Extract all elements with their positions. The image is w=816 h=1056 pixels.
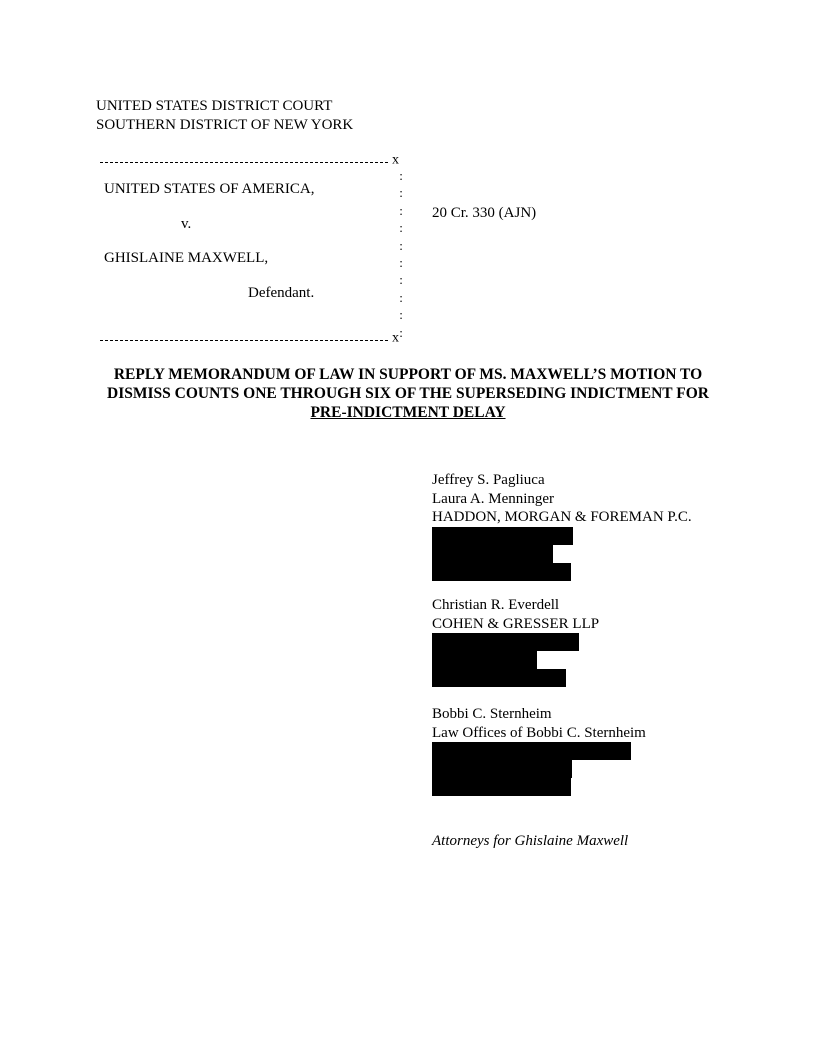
redaction-bar [432,651,537,669]
attorney-block-sternheim [432,705,752,796]
dashed-rule [100,157,388,163]
case-number: 20 Cr. 330 (AJN) [432,205,537,221]
title-line-2: DISMISS COUNTS ONE THROUGH SIX OF THE SUPERSEDING INDICTMENT FOR [107,385,709,402]
redaction-bar [432,778,571,796]
redaction-bar [432,527,573,545]
caption-corner-mark: x [392,153,399,167]
attorneys-for-line: Attorneys for Ghislaine Maxwell [432,833,629,849]
redaction-bar [432,760,572,778]
defendant-role: Defendant. [248,285,315,301]
court-header [96,97,353,135]
caption-top-rule [100,153,402,166]
dashed-rule [100,335,388,341]
redaction-bar [432,669,566,687]
firm-name: Law Offices of Bobbi C. Sternheim [432,724,646,741]
title-line-1: REPLY MEMORANDUM OF LAW IN SUPPORT OF MS. MAXWELL’S MOTION TO [113,366,703,383]
firm-name: HADDON, MORGAN & FOREMAN P.C. [432,509,692,525]
attorney-block-haddon [432,471,752,581]
firm-name: COHEN & GRESSER LLP [432,615,600,632]
title-line-3: PRE-INDICTMENT DELAY [310,404,506,421]
attorney-name: Jeffrey S. Pagliuca [432,472,545,488]
attorney-name: Christian R. Everdell [432,597,560,613]
caption-corner-mark: x [392,331,399,345]
court-district: SOUTHERN DISTRICT OF NEW YORK [96,117,354,133]
caption-colon-column: : : : : : : : : : : [399,168,403,340]
versus-label: v. [181,216,192,232]
document-title [96,365,720,422]
redaction-bar [432,563,571,581]
redaction-bar [432,545,553,563]
attorney-block-cohen [432,596,752,687]
attorney-name: Bobbi C. Sternheim [432,706,552,722]
plaintiff-name: UNITED STATES OF AMERICA, [104,181,315,197]
court-name: UNITED STATES DISTRICT COURT [96,98,333,114]
attorney-name: Laura A. Menninger [432,490,555,507]
redaction-bar [432,633,579,651]
caption-bottom-rule [100,331,402,344]
redaction-bar [432,742,631,760]
defendant-name: GHISLAINE MAXWELL, [104,250,269,266]
